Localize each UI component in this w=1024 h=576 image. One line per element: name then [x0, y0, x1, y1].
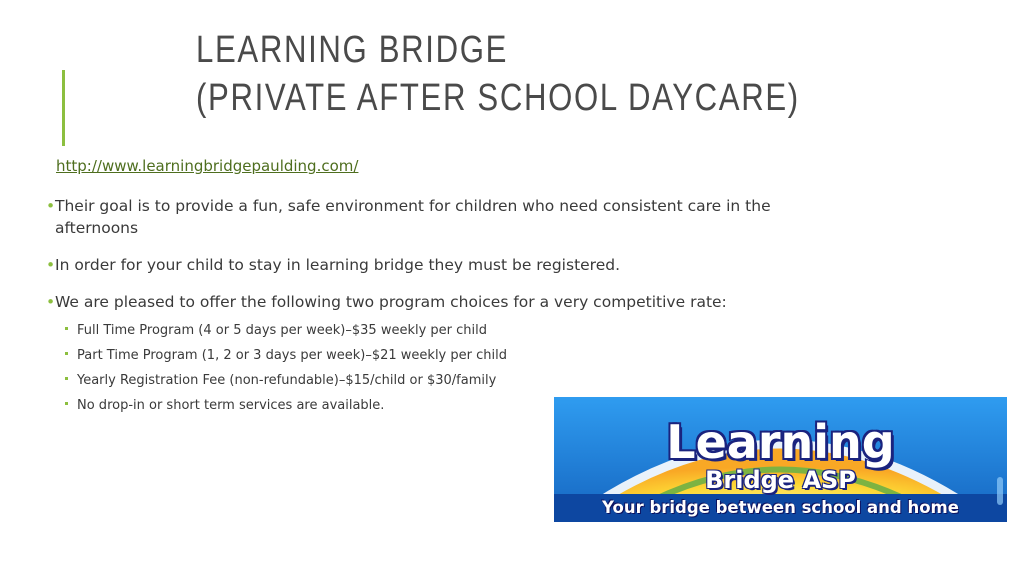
sub-bullet-square: [65, 402, 68, 405]
sub-bullet-square: [65, 377, 68, 380]
sub-bullet-text: Full Time Program (4 or 5 days per week)–$35 weekly per child: [77, 323, 488, 338]
sub-bullet-part-time: [65, 343, 788, 368]
bullet-text: In order for your child to stay in learning bridge they must be registered.: [55, 256, 621, 274]
sub-bullet-square: [65, 327, 68, 330]
title-line-1: LEARNING BRIDGE: [196, 29, 509, 71]
logo-subtitle: Bridge ASP: [705, 466, 856, 494]
sub-bullet-text: No drop-in or short term services are available.: [77, 398, 385, 413]
bullet-registration: [48, 254, 788, 276]
learning-bridge-logo: [554, 397, 1007, 522]
logo-tagline: Your bridge between school and home: [602, 498, 959, 517]
bullet-dot: •: [46, 256, 56, 274]
bullet-dot: •: [46, 293, 56, 311]
logo-title: Learning: [666, 415, 895, 469]
sub-bullet-text: Part Time Program (1, 2 or 3 days per week)–$21 weekly per child: [77, 348, 507, 363]
bullet-dot: •: [46, 197, 56, 215]
bullet-text: We are pleased to offer the following two program choices for a very competitive rate:: [55, 293, 727, 311]
sub-bullet-square: [65, 352, 68, 355]
sub-bullet-text: Yearly Registration Fee (non-refundable)–$15/child or $30/family: [77, 373, 497, 388]
website-link[interactable]: http://www.learningbridgepaulding.com/: [56, 157, 359, 175]
bullet-goal: [48, 195, 788, 239]
title-line-2: (PRIVATE AFTER SCHOOL DAYCARE): [196, 77, 800, 119]
bullet-text: Their goal is to provide a fun, safe environment for children who need consistent care in the afternoons: [55, 197, 771, 237]
sub-bullet-registration-fee: [65, 368, 788, 393]
slide-title: [196, 26, 800, 122]
sub-bullet-full-time: [65, 318, 788, 343]
title-accent-line: [62, 70, 65, 146]
